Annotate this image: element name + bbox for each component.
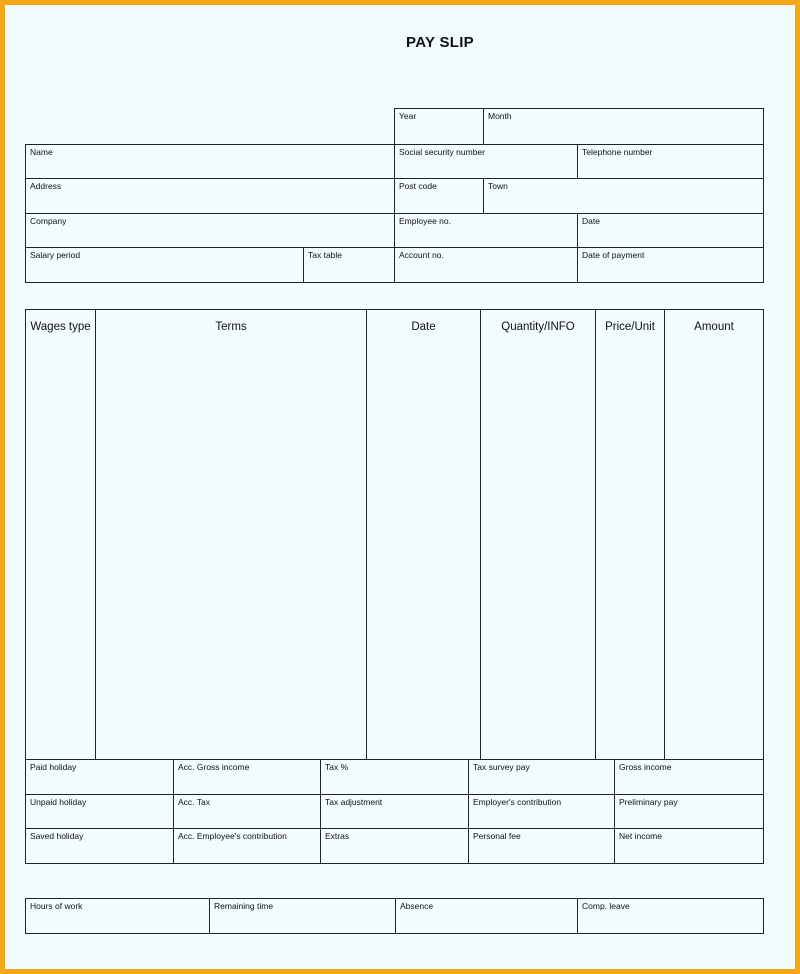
employee-no-field[interactable]: [394, 213, 578, 248]
column-header-date: Date: [366, 309, 481, 345]
price-unit-column[interactable]: [595, 344, 665, 760]
acc-tax-field[interactable]: [173, 794, 321, 829]
personal-fee-label: Personal fee: [473, 831, 521, 841]
date-field[interactable]: [577, 213, 764, 248]
year-field[interactable]: [394, 108, 484, 145]
post-code-field[interactable]: [394, 178, 484, 214]
salary-period-label: Salary period: [30, 250, 81, 260]
unpaid-holiday-field[interactable]: [25, 794, 174, 829]
tax-survey-pay-label: Tax survey pay: [473, 762, 530, 772]
page-title: PAY SLIP: [406, 34, 474, 51]
hours-of-work-field[interactable]: [25, 898, 210, 934]
town-label: Town: [488, 181, 508, 191]
comp-leave-label: Comp. leave: [582, 901, 630, 911]
post-code-label: Post code: [399, 181, 437, 191]
tax-table-label: Tax table: [308, 250, 343, 260]
town-field[interactable]: [483, 178, 764, 214]
gross-income-field[interactable]: [614, 759, 764, 795]
paid-holiday-field[interactable]: [25, 759, 174, 795]
account-no-label: Account no.: [399, 250, 444, 260]
preliminary-pay-field[interactable]: [614, 794, 764, 829]
column-header-price-unit: Price/Unit: [595, 309, 665, 345]
acc-gross-income-label: Acc. Gross income: [178, 762, 250, 772]
amount-column[interactable]: [664, 344, 764, 760]
tax-percent-field[interactable]: [320, 759, 469, 795]
employers-contribution-field[interactable]: [468, 794, 615, 829]
column-header-wages-type: Wages type: [25, 309, 96, 345]
tax-percent-label: Tax %: [325, 762, 349, 772]
extras-field[interactable]: [320, 828, 469, 864]
address-field[interactable]: [25, 178, 395, 214]
social-security-field[interactable]: [394, 144, 578, 179]
acc-gross-income-field[interactable]: [173, 759, 321, 795]
tax-survey-pay-field[interactable]: [468, 759, 615, 795]
acc-tax-label: Acc. Tax: [178, 797, 210, 807]
name-label: Name: [30, 147, 53, 157]
tax-adjustment-label: Tax adjustment: [325, 797, 383, 807]
month-label: Month: [488, 111, 512, 121]
hours-of-work-label: Hours of work: [30, 901, 83, 911]
date-label: Date: [582, 216, 600, 226]
net-income-label: Net income: [619, 831, 662, 841]
employee-no-label: Employee no.: [399, 216, 451, 226]
name-field[interactable]: [25, 144, 395, 179]
unpaid-holiday-label: Unpaid holiday: [30, 797, 87, 807]
employers-contribution-label: Employer's contribution: [473, 797, 562, 807]
address-label: Address: [30, 181, 62, 191]
acc-employees-contribution-field[interactable]: [173, 828, 321, 864]
quantity-info-column[interactable]: [480, 344, 596, 760]
tax-adjustment-field[interactable]: [320, 794, 469, 829]
column-header-amount: Amount: [664, 309, 764, 345]
acc-employees-contribution-label: Acc. Employee's contribution: [178, 831, 287, 841]
telephone-field[interactable]: [577, 144, 764, 179]
personal-fee-field[interactable]: [468, 828, 615, 864]
company-label: Company: [30, 216, 67, 226]
telephone-label: Telephone number: [582, 147, 653, 157]
saved-holiday-label: Saved holiday: [30, 831, 84, 841]
absence-field[interactable]: [395, 898, 578, 934]
date-of-payment-field[interactable]: [577, 247, 764, 283]
salary-period-field[interactable]: [25, 247, 304, 283]
remaining-time-label: Remaining time: [214, 901, 274, 911]
saved-holiday-field[interactable]: [25, 828, 174, 864]
month-field[interactable]: [483, 108, 764, 145]
year-label: Year: [399, 111, 417, 121]
gross-income-label: Gross income: [619, 762, 672, 772]
preliminary-pay-label: Preliminary pay: [619, 797, 678, 807]
net-income-field[interactable]: [614, 828, 764, 864]
extras-label: Extras: [325, 831, 350, 841]
date-of-payment-label: Date of payment: [582, 250, 645, 260]
remaining-time-field[interactable]: [209, 898, 396, 934]
company-field[interactable]: [25, 213, 395, 248]
column-header-terms: Terms: [95, 309, 367, 345]
account-no-field[interactable]: [394, 247, 578, 283]
column-header-quantity-info: Quantity/INFO: [480, 309, 596, 345]
absence-label: Absence: [400, 901, 434, 911]
comp-leave-field[interactable]: [577, 898, 764, 934]
date-column[interactable]: [366, 344, 481, 760]
tax-table-field[interactable]: [303, 247, 395, 283]
wages-type-column[interactable]: [25, 344, 96, 760]
paid-holiday-label: Paid holiday: [30, 762, 77, 772]
social-security-label: Social security number: [399, 147, 485, 157]
terms-column[interactable]: [95, 344, 367, 760]
